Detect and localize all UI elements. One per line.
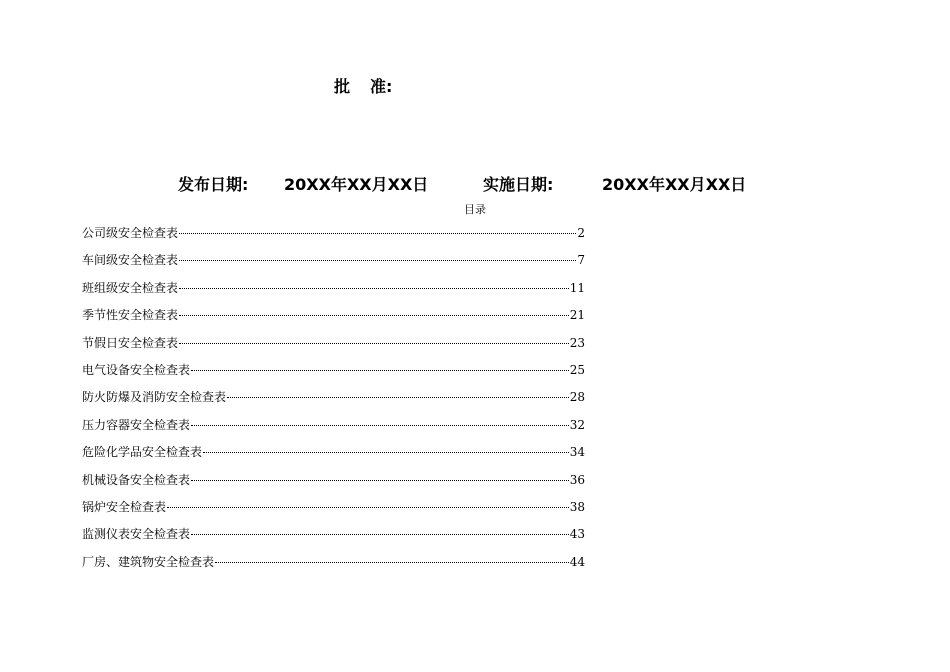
toc-entry-label: 公司级安全检查表: [82, 226, 179, 240]
toc-dot-leader: [215, 562, 569, 563]
toc-entry[interactable]: [82, 252, 585, 279]
toc-entry-page-number: 2: [577, 226, 585, 240]
toc-entry-page-number: 44: [569, 554, 585, 569]
toc-entry-page-number: 34: [569, 445, 585, 460]
toc-entry-page-number: 36: [569, 472, 585, 487]
toc-entry-page-number: 11: [569, 280, 585, 295]
toc-entry-label: 班组级安全检查表: [82, 280, 179, 295]
toc-entry[interactable]: [82, 280, 585, 307]
toc-entry[interactable]: [82, 225, 585, 252]
approval-char-2: 准:: [370, 77, 393, 96]
toc-entry[interactable]: [82, 526, 585, 553]
toc-dot-leader: [179, 260, 576, 261]
toc-entry-page-number: 43: [569, 527, 585, 542]
toc-entry[interactable]: [82, 444, 585, 471]
toc-entry-label: 节假日安全检查表: [82, 335, 179, 350]
toc-dot-leader: [203, 452, 569, 453]
toc-dot-leader: [227, 397, 569, 398]
publish-date-value: 20XX年XX月XX日: [284, 175, 429, 194]
toc-entry-label: 季节性安全检查表: [82, 308, 179, 323]
toc-dot-leader: [191, 425, 569, 426]
toc-entry[interactable]: [82, 472, 585, 499]
toc-entry-page-number: 32: [569, 417, 585, 432]
toc-entry-label: 机械设备安全检查表: [82, 472, 191, 487]
toc-entry[interactable]: [82, 362, 585, 389]
toc-entry[interactable]: [82, 554, 585, 581]
toc-entry-label: 监测仪表安全检查表: [82, 527, 191, 542]
toc-entry[interactable]: [82, 389, 585, 416]
implement-date-label: 实施日期:: [483, 175, 554, 194]
toc-entry-page-number: 23: [569, 335, 585, 350]
toc-dot-leader: [191, 370, 569, 371]
toc-entry[interactable]: [82, 499, 585, 526]
toc-entry-label: 防火防爆及消防安全检查表: [82, 390, 227, 405]
toc-entry-label: 锅炉安全检查表: [82, 499, 167, 514]
toc-entry[interactable]: [82, 335, 585, 362]
toc-entry[interactable]: [82, 307, 585, 334]
toc-entry-page-number: 7: [577, 253, 585, 268]
implement-date-value: 20XX年XX月XX日: [602, 175, 747, 194]
publish-date-label: 发布日期:: [178, 175, 249, 194]
toc-dot-leader: [179, 288, 569, 289]
toc-dot-leader: [179, 315, 569, 316]
toc-dot-leader: [191, 480, 569, 481]
toc-entry-page-number: 25: [569, 362, 585, 377]
toc-entry-page-number: 28: [569, 390, 585, 405]
toc-entry-label: 压力容器安全检查表: [82, 417, 191, 432]
approval-char-1: 批: [334, 77, 351, 96]
toc-title: 目录: [464, 203, 486, 216]
toc-entry-label: 电气设备安全检查表: [82, 362, 191, 377]
toc-dot-leader: [179, 343, 569, 344]
toc-entry-label: 厂房、建筑物安全检查表: [82, 554, 215, 569]
toc-entry[interactable]: [82, 417, 585, 444]
toc-list: [82, 225, 585, 581]
toc-entry-label: 危险化学品安全检查表: [82, 445, 203, 460]
toc-entry-label: 车间级安全检查表: [82, 253, 179, 268]
toc-dot-leader: [167, 507, 569, 508]
toc-entry-page-number: 21: [569, 308, 585, 323]
toc-entry-page-number: 38: [569, 499, 585, 514]
approval-label: [334, 76, 392, 98]
toc-dot-leader: [191, 534, 569, 535]
toc-dot-leader: [179, 233, 576, 234]
